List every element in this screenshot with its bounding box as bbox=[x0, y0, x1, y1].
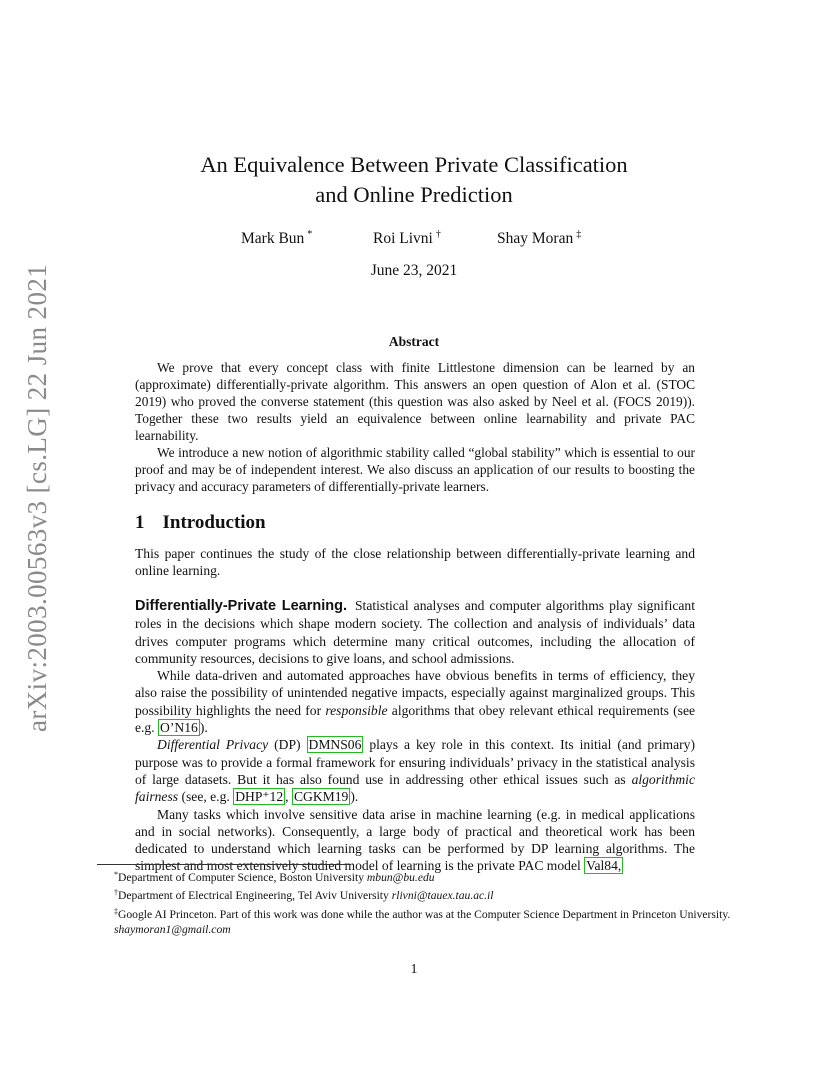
abstract-heading: Abstract bbox=[388, 334, 440, 349]
citation-link[interactable]: Val84, bbox=[586, 858, 622, 874]
text-run: Many tasks which involve sensitive data arise in machine learning (e.g. in medical applications and in social networks). Consequently, a large body of practical and theoretical work has been dedicated to understand which learning tasks can be performed by DP learning algorithms. The simplest and most extensively studied model of learning is the private PAC model bbox=[135, 806, 695, 874]
text-run: ). bbox=[350, 789, 359, 805]
author-3 bbox=[497, 229, 581, 248]
abstract-paragraph-2: We introduce a new notion of algorithmic stability called “global stability” which is essential to our proof and may be of independent interest. We also discuss an application of our results to boosting the privacy and accuracy parameters of differentially-private learners. bbox=[135, 445, 695, 494]
title-line-2: and Online Prediction bbox=[315, 182, 513, 207]
paragraph-heading: Differentially-Private Learning. bbox=[135, 598, 347, 614]
footnote-email[interactable]: shaymoran1@gmail.com bbox=[114, 922, 231, 936]
emphasis: algorithmic fairness bbox=[135, 771, 695, 805]
author-name: Roi Livni bbox=[373, 230, 433, 247]
citation-link[interactable]: DMNS06 bbox=[308, 737, 362, 753]
text-run: , bbox=[285, 789, 289, 805]
text-run: While data-driven and automated approaches have obvious benefits in terms of efficiency, they also raise the possibility of unintended negative impacts, especially against marginalized groups. This possibility highlights the need for bbox=[135, 668, 695, 718]
text-run: algorithms that obey relevant ethical requirements (see e.g. bbox=[135, 702, 696, 736]
footnote-mark: ‡ bbox=[114, 906, 118, 916]
title-line-1: An Equivalence Between Private Classification bbox=[200, 152, 628, 177]
section-title: Introduction bbox=[162, 512, 266, 533]
dp-paragraph-1-text: Statistical analyses and computer algorithms play significant roles in the decisions which shape modern society. The collection and analysis of individuals’ data drives computer programs which determine many critical outcomes, including the allocation of community resources, decisions to give loans, and school admissions. bbox=[135, 598, 695, 666]
intro-text bbox=[135, 545, 695, 580]
footnote-email[interactable]: rlivni@tauex.tau.ac.il bbox=[391, 889, 494, 903]
dp-paragraph-1 bbox=[135, 597, 695, 667]
citation-link[interactable]: DHP⁺12 bbox=[235, 789, 284, 805]
footnote-mark: † bbox=[114, 888, 118, 898]
footnote-text: Department of Computer Science, Boston University bbox=[118, 871, 364, 884]
author-2 bbox=[373, 229, 441, 248]
footnote-3 bbox=[97, 904, 735, 938]
footnote-1 bbox=[97, 867, 735, 885]
author-footnote-mark: * bbox=[307, 229, 313, 240]
citation-link[interactable]: CGKM19 bbox=[293, 789, 349, 805]
abstract bbox=[135, 359, 695, 495]
section-heading-introduction bbox=[135, 512, 266, 534]
author-name: Mark Bun bbox=[241, 230, 305, 247]
author-footnote-mark: † bbox=[435, 229, 441, 240]
intro-paragraph-1: This paper continues the study of the close relationship between differentially-private learning and online learning. bbox=[135, 546, 695, 579]
footnotes bbox=[97, 867, 735, 937]
footnote-mark: * bbox=[114, 870, 118, 879]
arxiv-identifier: arXiv:2003.00563v3 [cs.LG] 22 Jun 2021 bbox=[22, 263, 52, 732]
text-run: plays a key role in this context. Its initial (and primary) purpose was to provide a formal framework for ensuring individuals’ privacy in the statistical analysis of large datasets. But it has also found use in addressing other ethical issues such as bbox=[135, 737, 695, 787]
abstract-paragraph-1: We prove that every concept class with finite Littlestone dimension can be learned by an (approximate) differentially-private algorithm. This answers an open question of Alon et al. (STOC 2019) who proved the converse statement (this question was also asked by Neel et al. (FOCS 2019)). Together these two results yield an equivalence between online learnability and private PAC learnability. bbox=[135, 360, 695, 443]
footnote-email[interactable]: mbun@bu.edu bbox=[366, 871, 435, 884]
section-number: 1 bbox=[135, 512, 145, 533]
footnote-rule bbox=[97, 864, 351, 865]
dp-paragraph-3 bbox=[135, 736, 695, 805]
publication-date: June 23, 2021 bbox=[370, 262, 458, 279]
text-run: ). bbox=[199, 720, 208, 736]
citation-link[interactable]: O’N16 bbox=[160, 720, 198, 736]
page-number: 1 bbox=[410, 962, 418, 977]
footnote-2 bbox=[97, 885, 735, 903]
footnote-text: Google AI Princeton. Part of this work was done while the author was at the Computer Science Department in Princeton University. bbox=[118, 907, 731, 921]
author-footnote-mark: ‡ bbox=[576, 229, 582, 240]
text-run: (DP) bbox=[274, 737, 301, 753]
paper-title bbox=[130, 150, 698, 210]
emphasis: responsible bbox=[325, 702, 388, 718]
emphasis: Differential Privacy bbox=[157, 737, 269, 753]
footnote-text: Department of Electrical Engineering, Tel Aviv University bbox=[118, 889, 389, 903]
author-list bbox=[0, 229, 828, 249]
author-name: Shay Moran bbox=[497, 230, 574, 247]
text-run: (see, e.g. bbox=[181, 789, 230, 805]
author-1 bbox=[241, 229, 312, 248]
dp-paragraph-2 bbox=[135, 667, 695, 736]
dp-learning-text bbox=[135, 597, 695, 875]
